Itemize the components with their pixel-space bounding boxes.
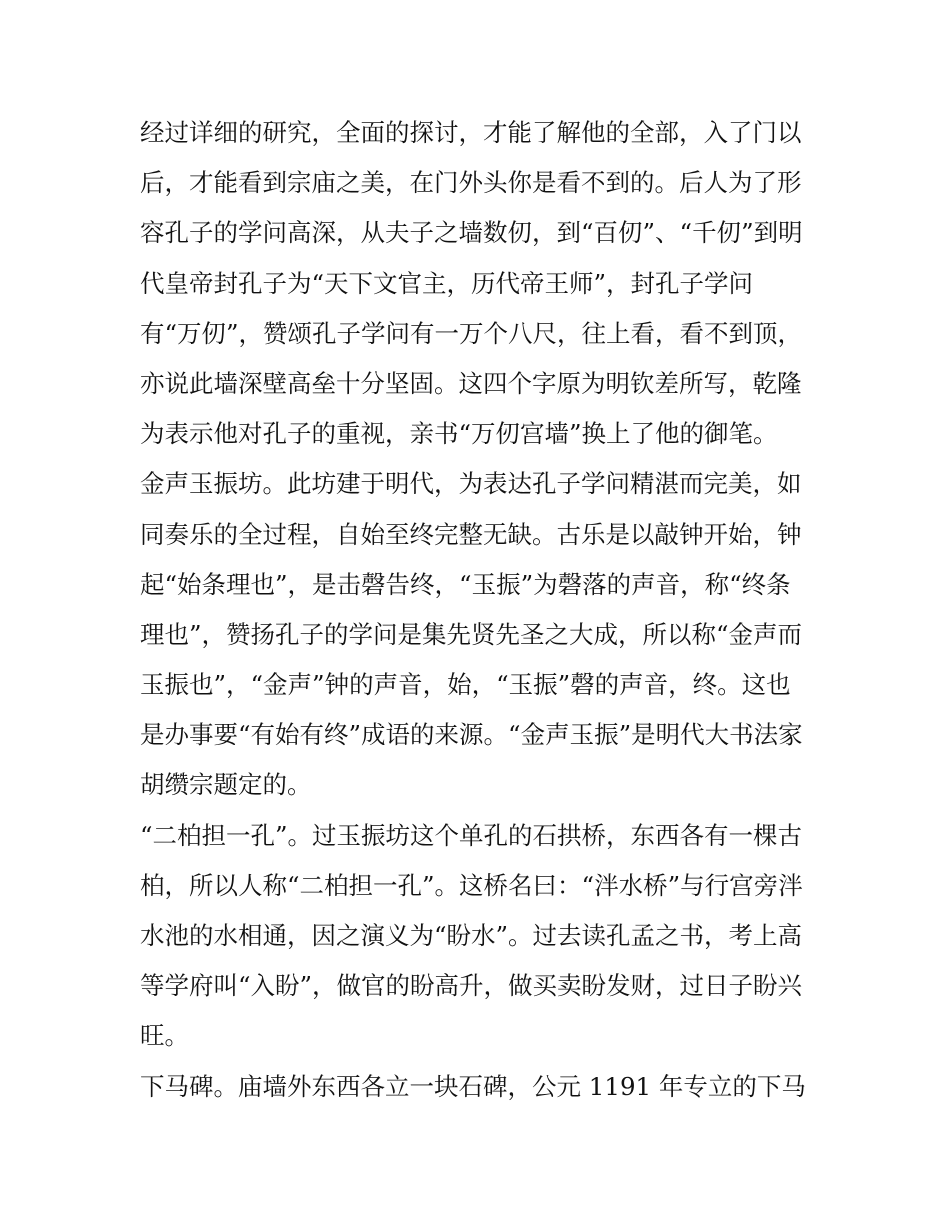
text-line: 理也”，赞扬孔子的学问是集先贤先圣之大成，所以称“金声而 [140, 619, 803, 649]
text-line: 后，才能看到宗庙之美，在门外头你是看不到的。后人为了形 [140, 168, 802, 198]
text-line: 旺。 [140, 1021, 189, 1051]
text-line: 水池的水相通，因之演义为“盼水”。过去读孔孟之书，考上高 [140, 921, 803, 950]
text-line: 柏，所以人称“二柏担一孔”。这桥名曰：“泮水桥”与行宫旁泮 [140, 870, 803, 900]
text-line: 胡缵宗题定的。 [140, 770, 312, 800]
text-line: 是办事要“有始有终”成语的来源。“金声玉振”是明代大书法家 [140, 720, 803, 750]
text-line: 下马碑。庙墙外东西各立一块石碑，公元 1191 年专立的下马 [140, 1071, 806, 1101]
text-line: 同奏乐的全过程，自始至终完整无缺。古乐是以敲钟开始，钟 [140, 519, 802, 549]
body-text [140, 108, 820, 1112]
text-line: 为表示他对孔子的重视，亲书“万仞宫墙”换上了他的御笔。 [140, 419, 778, 449]
text-line: 容孔子的学问高深，从夫子之墙数仞，到“百仞”、“千仞”到明 [140, 218, 803, 248]
text-line: 玉振也”，“金声”钟的声音，始，“玉振”磬的声音，终。这也 [140, 670, 791, 700]
text-line: 等学府叫“入盼”，做官的盼高升，做买卖盼发财，过日子盼兴 [140, 971, 803, 1001]
text-line: 有“万仞”，赞颂孔子学问有一万个八尺，往上看，看不到顶， [140, 318, 803, 348]
text-line: 代皇帝封孔子为“天下文官主，历代帝王师”，封孔子学问 [140, 268, 754, 298]
text-line: 金声玉振坊。此坊建于明代，为表达孔子学问精湛而完美，如 [140, 469, 802, 499]
text-line: 经过详细的研究，全面的探讨，才能了解他的全部，入了门以 [140, 118, 802, 147]
text-line: 亦说此墙深壁高垒十分坚固。这四个字原为明钦差所写，乾隆 [140, 368, 802, 398]
text-line: “二柏担一孔”。过玉振坊这个单孔的石拱桥，东西各有一棵古 [140, 820, 803, 850]
text-line: 起“始条理也”，是击磬告终，“玉振”为磬落的声音，称“终条 [140, 569, 791, 599]
